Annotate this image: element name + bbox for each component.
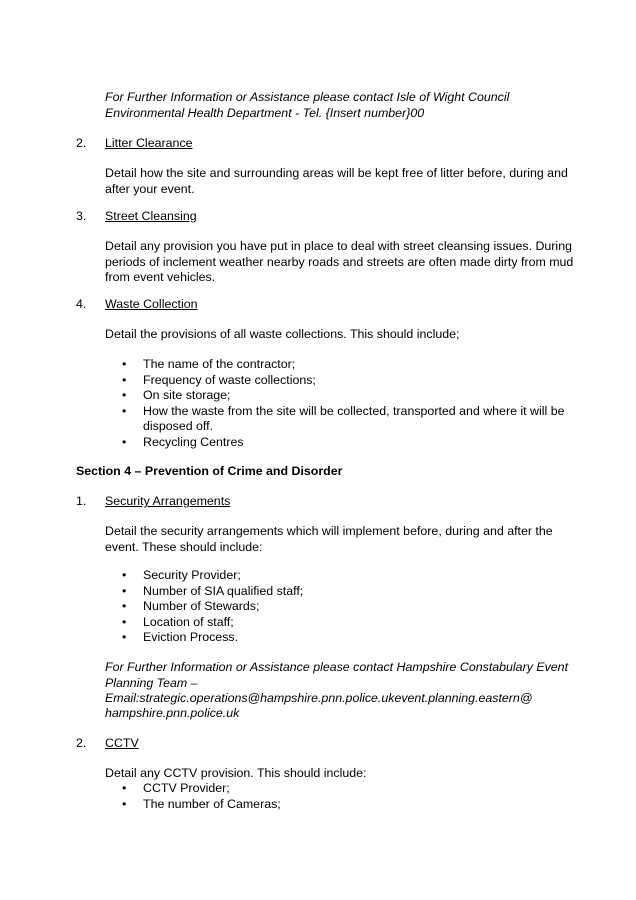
litter-heading: Litter Clearance: [105, 136, 193, 150]
litter-body: Detail how the site and surrounding areas will be kept free of litter before, during and after your event.: [105, 166, 568, 196]
street-heading: Street Cleansing: [105, 209, 197, 223]
cctv-number: 2.: [76, 736, 87, 750]
list-item: • The name of the contractor;: [122, 357, 296, 371]
security-list: [105, 568, 575, 646]
list-item: • Recycling Centres: [122, 434, 244, 449]
section-4-title: Section 4 – Prevention of Crime and Disorder: [76, 464, 343, 478]
street-body: Detail any provision you have put in place to deal with street cleansing issues. During periods of inclement weather nearby roads and streets are often made dirty from mud from event vehicles.: [105, 239, 574, 284]
cctv-body: Detail any CCTV provision. This should include:: [105, 766, 367, 780]
waste-list: [105, 357, 575, 450]
list-item: • Number of SIA qualified staff;: [122, 583, 304, 598]
litter-number: 2.: [76, 136, 87, 150]
bullet-icon: •: [122, 781, 127, 795]
list-item: • The number of Cameras;: [122, 796, 281, 811]
bullet-icon: •: [122, 614, 127, 629]
security-contact-text: For Further Information or Assistance please contact Hampshire Constabulary Event Planning Team –: [105, 660, 569, 690]
list-item: • Eviction Process.: [122, 630, 239, 644]
waste-body: Detail the provisions of all waste collections. This should include;: [105, 327, 460, 341]
waste-number: 4.: [76, 297, 87, 311]
list-item: • On site storage;: [122, 388, 231, 402]
security-body: Detail the security arrangements which will implement before, during and after the event. These should include:: [105, 524, 553, 554]
list-item: • CCTV Provider;: [122, 781, 230, 795]
bullet-icon: •: [122, 434, 127, 449]
security-heading: Security Arrangements: [105, 494, 231, 508]
bullet-icon: •: [122, 388, 127, 402]
security-contact-email-cont: hampshire.pnn.police.uk: [105, 706, 240, 720]
list-item: • Location of staff;: [122, 614, 234, 629]
bullet-icon: •: [122, 403, 127, 418]
bullet-icon: •: [122, 583, 127, 598]
intro-contact-text: For Further Information or Assistance please contact Isle of Wight Council Environmental Health Department - Tel. {Insert number}00: [105, 90, 510, 120]
list-item: • Security Provider;: [122, 568, 241, 582]
bullet-icon: •: [122, 357, 127, 371]
security-contact-email: Email:strategic.operations@hampshire.pnn.police.ukevent.planning.eastern@: [105, 691, 533, 705]
list-item: • Number of Stewards;: [122, 599, 260, 613]
list-item: • Frequency of waste collections;: [122, 372, 316, 387]
street-number: 3.: [76, 209, 87, 223]
bullet-icon: •: [122, 372, 127, 387]
bullet-icon: •: [122, 568, 127, 582]
list-item: • How the waste from the site will be collected, transported and where it will be disposed off.: [122, 403, 565, 433]
cctv-heading: CCTV: [105, 736, 139, 750]
waste-heading: Waste Collection: [105, 297, 198, 311]
bullet-icon: •: [122, 796, 127, 811]
bullet-icon: •: [122, 599, 127, 613]
cctv-list: [105, 781, 575, 812]
bullet-icon: •: [122, 630, 127, 644]
security-number: 1.: [76, 494, 87, 508]
